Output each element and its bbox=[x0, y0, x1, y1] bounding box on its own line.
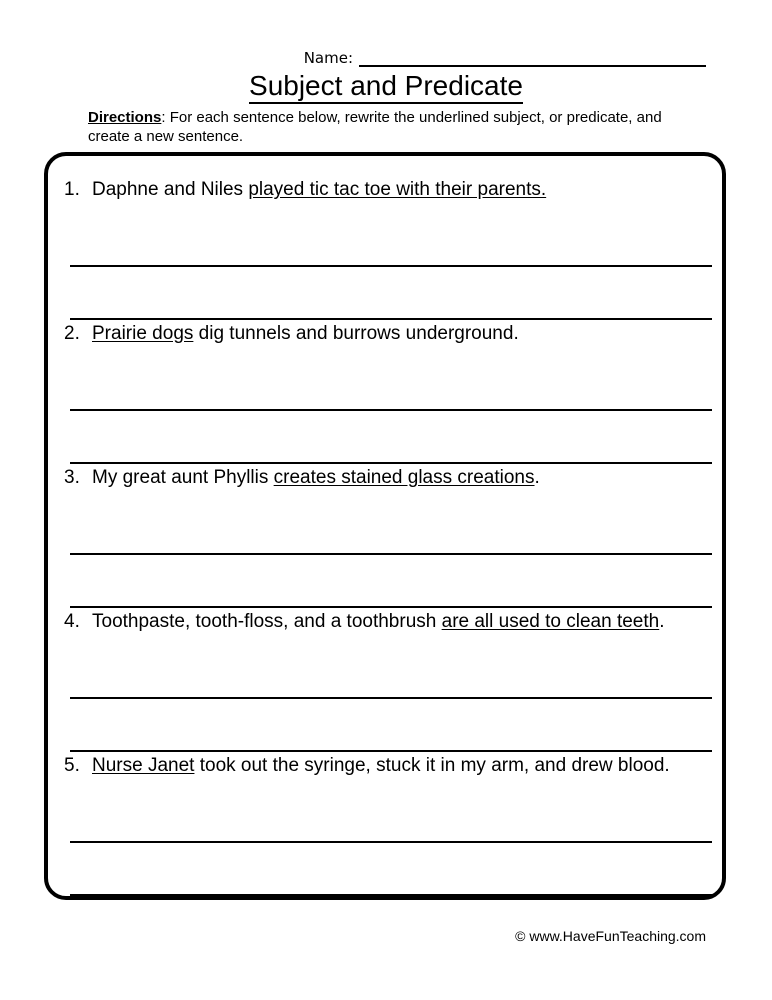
question-number: 3. bbox=[64, 467, 80, 488]
directions-label: Directions bbox=[88, 109, 162, 126]
sentence-plain-after: dig tunnels and burrows underground. bbox=[193, 323, 519, 344]
question-item bbox=[48, 322, 722, 466]
sentence-underlined-part: Nurse Janet bbox=[92, 755, 195, 776]
page-title-text: Subject and Predicate bbox=[249, 70, 523, 104]
question-number: 1. bbox=[64, 179, 80, 200]
question-item bbox=[48, 754, 722, 898]
worksheet-box bbox=[44, 152, 726, 900]
sentence-plain-before: Daphne and Niles bbox=[92, 179, 249, 200]
question-row bbox=[64, 178, 712, 202]
sentence-plain-after: . bbox=[534, 467, 540, 488]
question-row bbox=[64, 466, 712, 490]
directions-block bbox=[88, 108, 688, 146]
question-row bbox=[64, 754, 712, 778]
answer-write-line[interactable] bbox=[70, 462, 712, 464]
question-item bbox=[48, 466, 722, 610]
page-title bbox=[0, 70, 772, 102]
answer-write-line[interactable] bbox=[70, 697, 712, 699]
sentence-underlined-part: are all used to clean teeth bbox=[441, 611, 660, 632]
answer-write-line[interactable] bbox=[70, 318, 712, 320]
directions-text: For each sentence below, rewrite the underlined subject, or predicate, and create a new sentence. bbox=[88, 109, 662, 145]
question-sentence bbox=[92, 178, 712, 202]
footer-copyright: © www.HaveFunTeaching.com bbox=[515, 928, 706, 944]
sentence-plain-before: My great aunt Phyllis bbox=[92, 467, 274, 488]
answer-write-line[interactable] bbox=[70, 841, 712, 843]
answer-write-line[interactable] bbox=[70, 553, 712, 555]
answer-write-line[interactable] bbox=[70, 265, 712, 267]
name-label: Name: bbox=[303, 49, 353, 67]
answer-write-line[interactable] bbox=[70, 409, 712, 411]
question-sentence bbox=[92, 466, 712, 490]
question-row bbox=[64, 610, 712, 634]
question-number: 5. bbox=[64, 755, 80, 776]
answer-write-line[interactable] bbox=[70, 750, 712, 752]
sentence-underlined-part: played tic tac toe with their parents. bbox=[248, 179, 547, 200]
sentence-plain-after: . bbox=[659, 611, 665, 632]
question-sentence bbox=[92, 322, 712, 346]
sentence-underlined-part: Prairie dogs bbox=[92, 323, 194, 344]
name-field-row bbox=[0, 41, 772, 67]
question-number: 4. bbox=[64, 611, 80, 632]
answer-write-line[interactable] bbox=[70, 894, 712, 896]
sentence-plain-before: Toothpaste, tooth-floss, and a toothbrush bbox=[92, 611, 442, 632]
question-sentence bbox=[92, 754, 712, 778]
answer-write-line[interactable] bbox=[70, 606, 712, 608]
sentence-plain-after: took out the syringe, stuck it in my arm, and drew blood. bbox=[194, 755, 670, 776]
question-number: 2. bbox=[64, 323, 80, 344]
question-item bbox=[48, 610, 722, 754]
question-list bbox=[48, 156, 722, 896]
question-sentence bbox=[92, 610, 712, 634]
directions-separator: : bbox=[161, 109, 170, 126]
question-item bbox=[48, 178, 722, 322]
question-row bbox=[64, 322, 712, 346]
name-input-blank[interactable] bbox=[359, 49, 706, 67]
sentence-underlined-part: creates stained glass creations bbox=[273, 467, 535, 488]
